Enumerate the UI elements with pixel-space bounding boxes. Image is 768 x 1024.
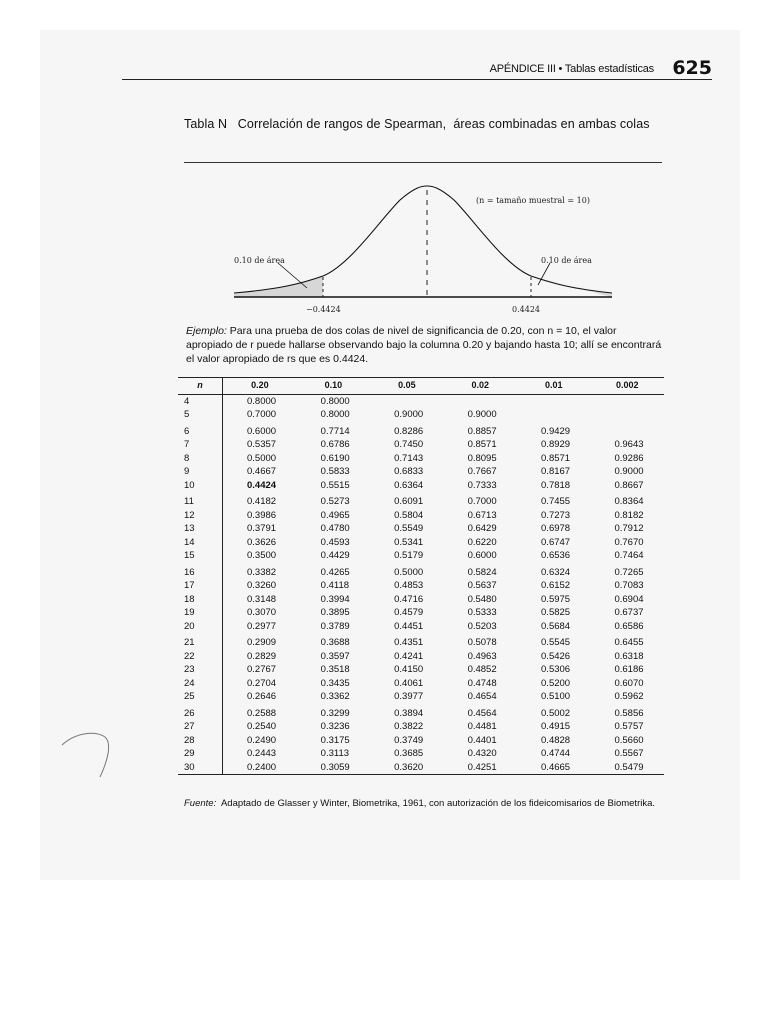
- table-cell: 0.3113: [320, 748, 350, 759]
- table-cell: 0.5000: [247, 452, 277, 464]
- table-cell: 0.3597: [320, 650, 350, 662]
- row-n: 27: [178, 720, 223, 734]
- row-n: 24: [178, 677, 223, 691]
- table-cell: 0.4241: [394, 650, 424, 662]
- page-header: [122, 57, 712, 80]
- table-cell: 0.7143: [394, 452, 424, 464]
- row-n: 29: [178, 747, 223, 761]
- table-cell: 0.5306: [541, 664, 571, 675]
- table-cell: 0.6000: [467, 550, 497, 561]
- table-cell: 0.7912: [614, 523, 644, 534]
- table-cell: 0.4424: [247, 479, 277, 491]
- table-row: [178, 690, 664, 704]
- table-cell: 0.6152: [541, 580, 571, 591]
- table-cell: 0.5660: [614, 734, 644, 746]
- table-cell: 0.5426: [541, 650, 571, 662]
- table-cell: 0.6737: [614, 607, 644, 618]
- table-cell: 0.8000: [320, 395, 350, 407]
- table-row: [178, 761, 664, 775]
- table-cell: 0.3070: [247, 607, 277, 618]
- row-n: 6: [178, 422, 223, 439]
- table-cell: 0.3789: [320, 620, 350, 632]
- table-row: [178, 479, 664, 493]
- table-row: [178, 606, 664, 620]
- table-cell: 0.4118: [320, 580, 350, 591]
- row-n: 17: [178, 579, 223, 593]
- column-header: 0.01: [517, 378, 590, 395]
- table-cell: 0.5000: [394, 566, 424, 578]
- table-row: [178, 593, 664, 607]
- table-cell: 0.6429: [467, 523, 497, 534]
- table-cell: 0.3626: [247, 536, 277, 548]
- table-cell: 0.3822: [394, 721, 424, 732]
- table-row: [178, 563, 664, 580]
- n-column-header: n: [178, 378, 223, 395]
- table-cell: 0.4780: [320, 523, 350, 534]
- table-cell: 0.9286: [614, 452, 644, 464]
- table-title: Tabla N Correlación de rangos de Spearman, áreas combinadas en ambas colas: [184, 117, 650, 131]
- table-row: [178, 536, 664, 550]
- table-row: [178, 422, 664, 439]
- table-cell: 0.7667: [467, 466, 497, 477]
- table-cell: 0.6364: [394, 479, 424, 491]
- spearman-table: [178, 377, 664, 775]
- table-cell: 0.9000: [394, 409, 424, 420]
- row-n: 16: [178, 563, 223, 580]
- table-row: [178, 438, 664, 452]
- table-cell: 0.5357: [247, 439, 277, 450]
- table-header-row: [178, 378, 664, 395]
- table-cell: 0.7000: [247, 409, 277, 420]
- table-cell: 0.7670: [614, 536, 644, 548]
- column-header: 0.20: [223, 378, 297, 395]
- table-cell: 0.9000: [467, 409, 497, 420]
- column-header: 0.05: [370, 378, 443, 395]
- row-n: 22: [178, 650, 223, 664]
- row-n: 30: [178, 761, 223, 775]
- left-critical-value: −0.4424: [306, 305, 341, 314]
- table-cell: 0.8000: [247, 395, 277, 407]
- table-cell: 0.5757: [614, 721, 644, 732]
- table-cell: 0.8857: [467, 425, 497, 437]
- title-rule: [184, 162, 662, 163]
- table-cell: 0.2829: [247, 650, 277, 662]
- table-cell: 0.5824: [467, 566, 497, 578]
- row-n: 23: [178, 663, 223, 677]
- table-cell: 0.3500: [247, 550, 277, 561]
- table-row: [178, 492, 664, 509]
- example-text: Para una prueba de dos colas de nivel de significancia de 0.20, con n = 10, el valor apropiado de r puede hallarse observando bajo la columna 0.20 y bajando hasta 10; allí se encontrará el valor apropiado de rs que es 0.4424.: [186, 325, 662, 365]
- table-cell: 0.4401: [467, 734, 497, 746]
- table-cell: 0.4182: [247, 496, 277, 507]
- table-cell: 0.8571: [541, 452, 571, 464]
- table-cell: 0.4744: [541, 748, 571, 759]
- table-cell: 0.8182: [614, 509, 644, 521]
- page-number: 625: [672, 57, 712, 79]
- table-cell: 0.6000: [247, 425, 277, 437]
- table-cell: 0.4481: [467, 721, 497, 732]
- table-cell: 0.4579: [394, 607, 424, 618]
- normal-curve-figure: [184, 170, 624, 318]
- table-cell: 0.5480: [467, 593, 497, 605]
- row-n: 28: [178, 734, 223, 748]
- table-cell: 0.4667: [247, 466, 277, 477]
- table-cell: 0.6455: [614, 637, 644, 648]
- table-cell: 0.8571: [467, 439, 497, 450]
- column-header: 0.10: [297, 378, 370, 395]
- table-cell: 0.3518: [320, 664, 350, 675]
- table-row: [178, 720, 664, 734]
- table-cell: 0.5200: [541, 677, 571, 689]
- table-cell: 0.3685: [394, 748, 424, 759]
- row-n: 14: [178, 536, 223, 550]
- table-cell: 0.5341: [394, 536, 424, 548]
- table-cell: 0.8364: [614, 496, 644, 507]
- table-row: [178, 650, 664, 664]
- table-cell: 0.7464: [614, 550, 644, 561]
- table-cell: 0.2443: [247, 748, 277, 759]
- row-n: 19: [178, 606, 223, 620]
- source-label: Fuente:: [184, 798, 217, 809]
- table-cell: 0.8095: [467, 452, 497, 464]
- row-n: 18: [178, 593, 223, 607]
- table-cell: 0.4654: [467, 691, 497, 702]
- table-cell: 0.9643: [614, 439, 644, 450]
- table-cell: 0.3362: [320, 691, 350, 702]
- table-cell: 0.8000: [320, 409, 350, 420]
- row-n: 15: [178, 549, 223, 563]
- column-header: 0.002: [590, 378, 664, 395]
- table-cell: 0.5002: [541, 707, 571, 719]
- row-n: 7: [178, 438, 223, 452]
- table-row: [178, 579, 664, 593]
- table-cell: 0.4716: [394, 593, 424, 605]
- right-area-label: 0.10 de área: [541, 256, 592, 265]
- table-cell: 0.5637: [467, 580, 497, 591]
- table-cell: 0.5567: [614, 748, 644, 759]
- table-cell: 0.4320: [467, 748, 497, 759]
- table-cell: 0.4265: [320, 566, 350, 578]
- table-cell: 0.3986: [247, 509, 277, 521]
- table-cell: 0.9429: [541, 425, 571, 437]
- table-row: [178, 452, 664, 466]
- table-cell: [517, 394, 590, 408]
- table-cell: 0.3148: [247, 593, 277, 605]
- table-cell: 0.5975: [541, 593, 571, 605]
- table-cell: 0.3059: [297, 761, 370, 775]
- table-cell: 0.6070: [614, 677, 644, 689]
- table-cell: 0.7714: [320, 425, 350, 437]
- table-cell: 0.4061: [394, 677, 424, 689]
- table-cell: 0.4828: [541, 734, 571, 746]
- table-row: [178, 734, 664, 748]
- table-cell: 0.6586: [614, 620, 644, 632]
- table-cell: [370, 394, 443, 408]
- table-row: [178, 633, 664, 650]
- table-cell: 0.6536: [541, 550, 571, 561]
- table-cell: 0.5515: [320, 479, 350, 491]
- table-cell: 0.2704: [247, 677, 277, 689]
- table-cell: 0.8167: [541, 466, 571, 477]
- table-cell: 0.4852: [467, 664, 497, 675]
- table-cell: 0.3749: [394, 734, 424, 746]
- table-cell: 0.5856: [614, 707, 644, 719]
- table-cell: 0.6747: [541, 536, 571, 548]
- table-cell: 0.7333: [467, 479, 497, 491]
- table-cell: 0.6713: [467, 509, 497, 521]
- table-cell: 0.3894: [394, 707, 424, 719]
- table-cell: 0.4965: [320, 509, 350, 521]
- example-label: Ejemplo:: [186, 325, 227, 337]
- table-cell: 0.2977: [247, 620, 277, 632]
- table-cell: 0.7000: [467, 496, 497, 507]
- table-row: [178, 465, 664, 479]
- table-cell: [590, 422, 664, 439]
- table-cell: 0.4564: [467, 707, 497, 719]
- table-cell: 0.6220: [467, 536, 497, 548]
- table-cell: 0.2588: [247, 707, 277, 719]
- table-cell: 0.5962: [614, 691, 644, 702]
- table-cell: 0.5100: [541, 691, 571, 702]
- table-cell: 0.2400: [223, 761, 297, 775]
- table-cell: 0.3977: [394, 691, 424, 702]
- table-cell: [444, 394, 517, 408]
- table-cell: 0.5833: [320, 466, 350, 477]
- running-head: APÉNDICE III • Tablas estadísticas: [489, 63, 654, 75]
- table-cell: 0.5684: [541, 620, 571, 632]
- row-n: 21: [178, 633, 223, 650]
- table-cell: 0.7450: [394, 439, 424, 450]
- table-cell: 0.6091: [394, 496, 424, 507]
- source-text: Adaptado de Glasser y Winter, Biometrika, 1961, con autorización de los fideicomisarios de Biometrika.: [216, 798, 656, 809]
- right-critical-value: 0.4424: [512, 305, 540, 314]
- table-cell: 0.6324: [541, 566, 571, 578]
- table-cell: 0.3994: [320, 593, 350, 605]
- row-n: 4: [178, 394, 223, 408]
- table-cell: 0.4593: [320, 536, 350, 548]
- row-n: 20: [178, 620, 223, 634]
- table-cell: 0.3688: [320, 637, 350, 648]
- table-cell: 0.3260: [247, 580, 277, 591]
- table-cell: 0.8929: [541, 439, 571, 450]
- table-cell: 0.4351: [394, 637, 424, 648]
- table-cell: 0.3299: [320, 707, 350, 719]
- row-n: 8: [178, 452, 223, 466]
- table-cell: 0.4451: [394, 620, 424, 632]
- table-cell: 0.4429: [320, 550, 350, 561]
- table-cell: 0.3236: [320, 721, 350, 732]
- table-cell: 0.6190: [320, 452, 350, 464]
- table-cell: 0.4665: [517, 761, 590, 775]
- table-cell: 0.3175: [320, 734, 350, 746]
- table-cell: 0.5179: [394, 550, 424, 561]
- row-n: 26: [178, 704, 223, 721]
- table-cell: 0.5203: [467, 620, 497, 632]
- table-cell: 0.5273: [320, 496, 350, 507]
- sample-size-note: (n = tamaño muestral = 10): [476, 196, 590, 205]
- table-cell: 0.9000: [614, 466, 644, 477]
- table-row: [178, 522, 664, 536]
- left-tail-shade: [234, 276, 323, 297]
- table-cell: 0.6318: [614, 650, 644, 662]
- table-cell: 0.6978: [541, 523, 571, 534]
- row-n: 11: [178, 492, 223, 509]
- table-cell: 0.2767: [247, 664, 277, 675]
- row-n: 12: [178, 509, 223, 523]
- table-cell: 0.5545: [541, 637, 571, 648]
- table-cell: 0.3895: [320, 607, 350, 618]
- table-cell: 0.7083: [614, 580, 644, 591]
- table-cell: 0.7273: [541, 509, 571, 521]
- table-cell: [517, 408, 590, 422]
- table-row: [178, 394, 664, 408]
- table-cell: 0.6904: [614, 593, 644, 605]
- table-row: [178, 677, 664, 691]
- table-cell: 0.4853: [394, 580, 424, 591]
- table-row: [178, 549, 664, 563]
- right-tail-shade: [531, 276, 612, 297]
- row-n: 25: [178, 690, 223, 704]
- table-cell: 0.5804: [394, 509, 424, 521]
- table-cell: 0.3435: [320, 677, 350, 689]
- table-cell: [590, 394, 664, 408]
- table-cell: [590, 408, 664, 422]
- table-cell: 0.3620: [370, 761, 443, 775]
- table-cell: 0.5078: [467, 637, 497, 648]
- table-cell: 0.7455: [541, 496, 571, 507]
- table-row: [178, 663, 664, 677]
- table-cell: 0.6786: [320, 439, 350, 450]
- row-n: 5: [178, 408, 223, 422]
- row-n: 10: [178, 479, 223, 493]
- table-row: [178, 747, 664, 761]
- table-cell: 0.4963: [467, 650, 497, 662]
- table-row: [178, 704, 664, 721]
- example-paragraph: [186, 324, 664, 366]
- table-cell: 0.8667: [614, 479, 644, 491]
- table-cell: 0.4915: [541, 721, 571, 732]
- table-cell: 0.5333: [467, 607, 497, 618]
- table-cell: 0.7818: [541, 479, 571, 491]
- table-cell: 0.4251: [444, 761, 517, 775]
- table-cell: 0.2540: [247, 721, 277, 732]
- table-row: [178, 509, 664, 523]
- pencil-mark: [60, 725, 120, 785]
- table-cell: 0.3382: [247, 566, 277, 578]
- table-cell: 0.8286: [394, 425, 424, 437]
- column-header: 0.02: [444, 378, 517, 395]
- table-cell: 0.2490: [247, 734, 277, 746]
- table-cell: 0.4150: [394, 664, 424, 675]
- table-cell: 0.6833: [394, 466, 424, 477]
- left-area-label: 0.10 de área: [234, 256, 285, 265]
- source-note: [184, 797, 664, 811]
- table-cell: 0.5549: [394, 523, 424, 534]
- row-n: 13: [178, 522, 223, 536]
- table-row: [178, 408, 664, 422]
- table-row: [178, 620, 664, 634]
- table-cell: 0.6186: [614, 664, 644, 675]
- table-cell: 0.3791: [247, 523, 277, 534]
- table-cell: 0.2646: [247, 691, 277, 702]
- table-cell: 0.2909: [247, 637, 277, 648]
- table-cell: 0.7265: [614, 566, 644, 578]
- table-cell: 0.4748: [467, 677, 497, 689]
- row-n: 9: [178, 465, 223, 479]
- table-cell: 0.5825: [541, 607, 571, 618]
- table-cell: 0.5479: [590, 761, 664, 775]
